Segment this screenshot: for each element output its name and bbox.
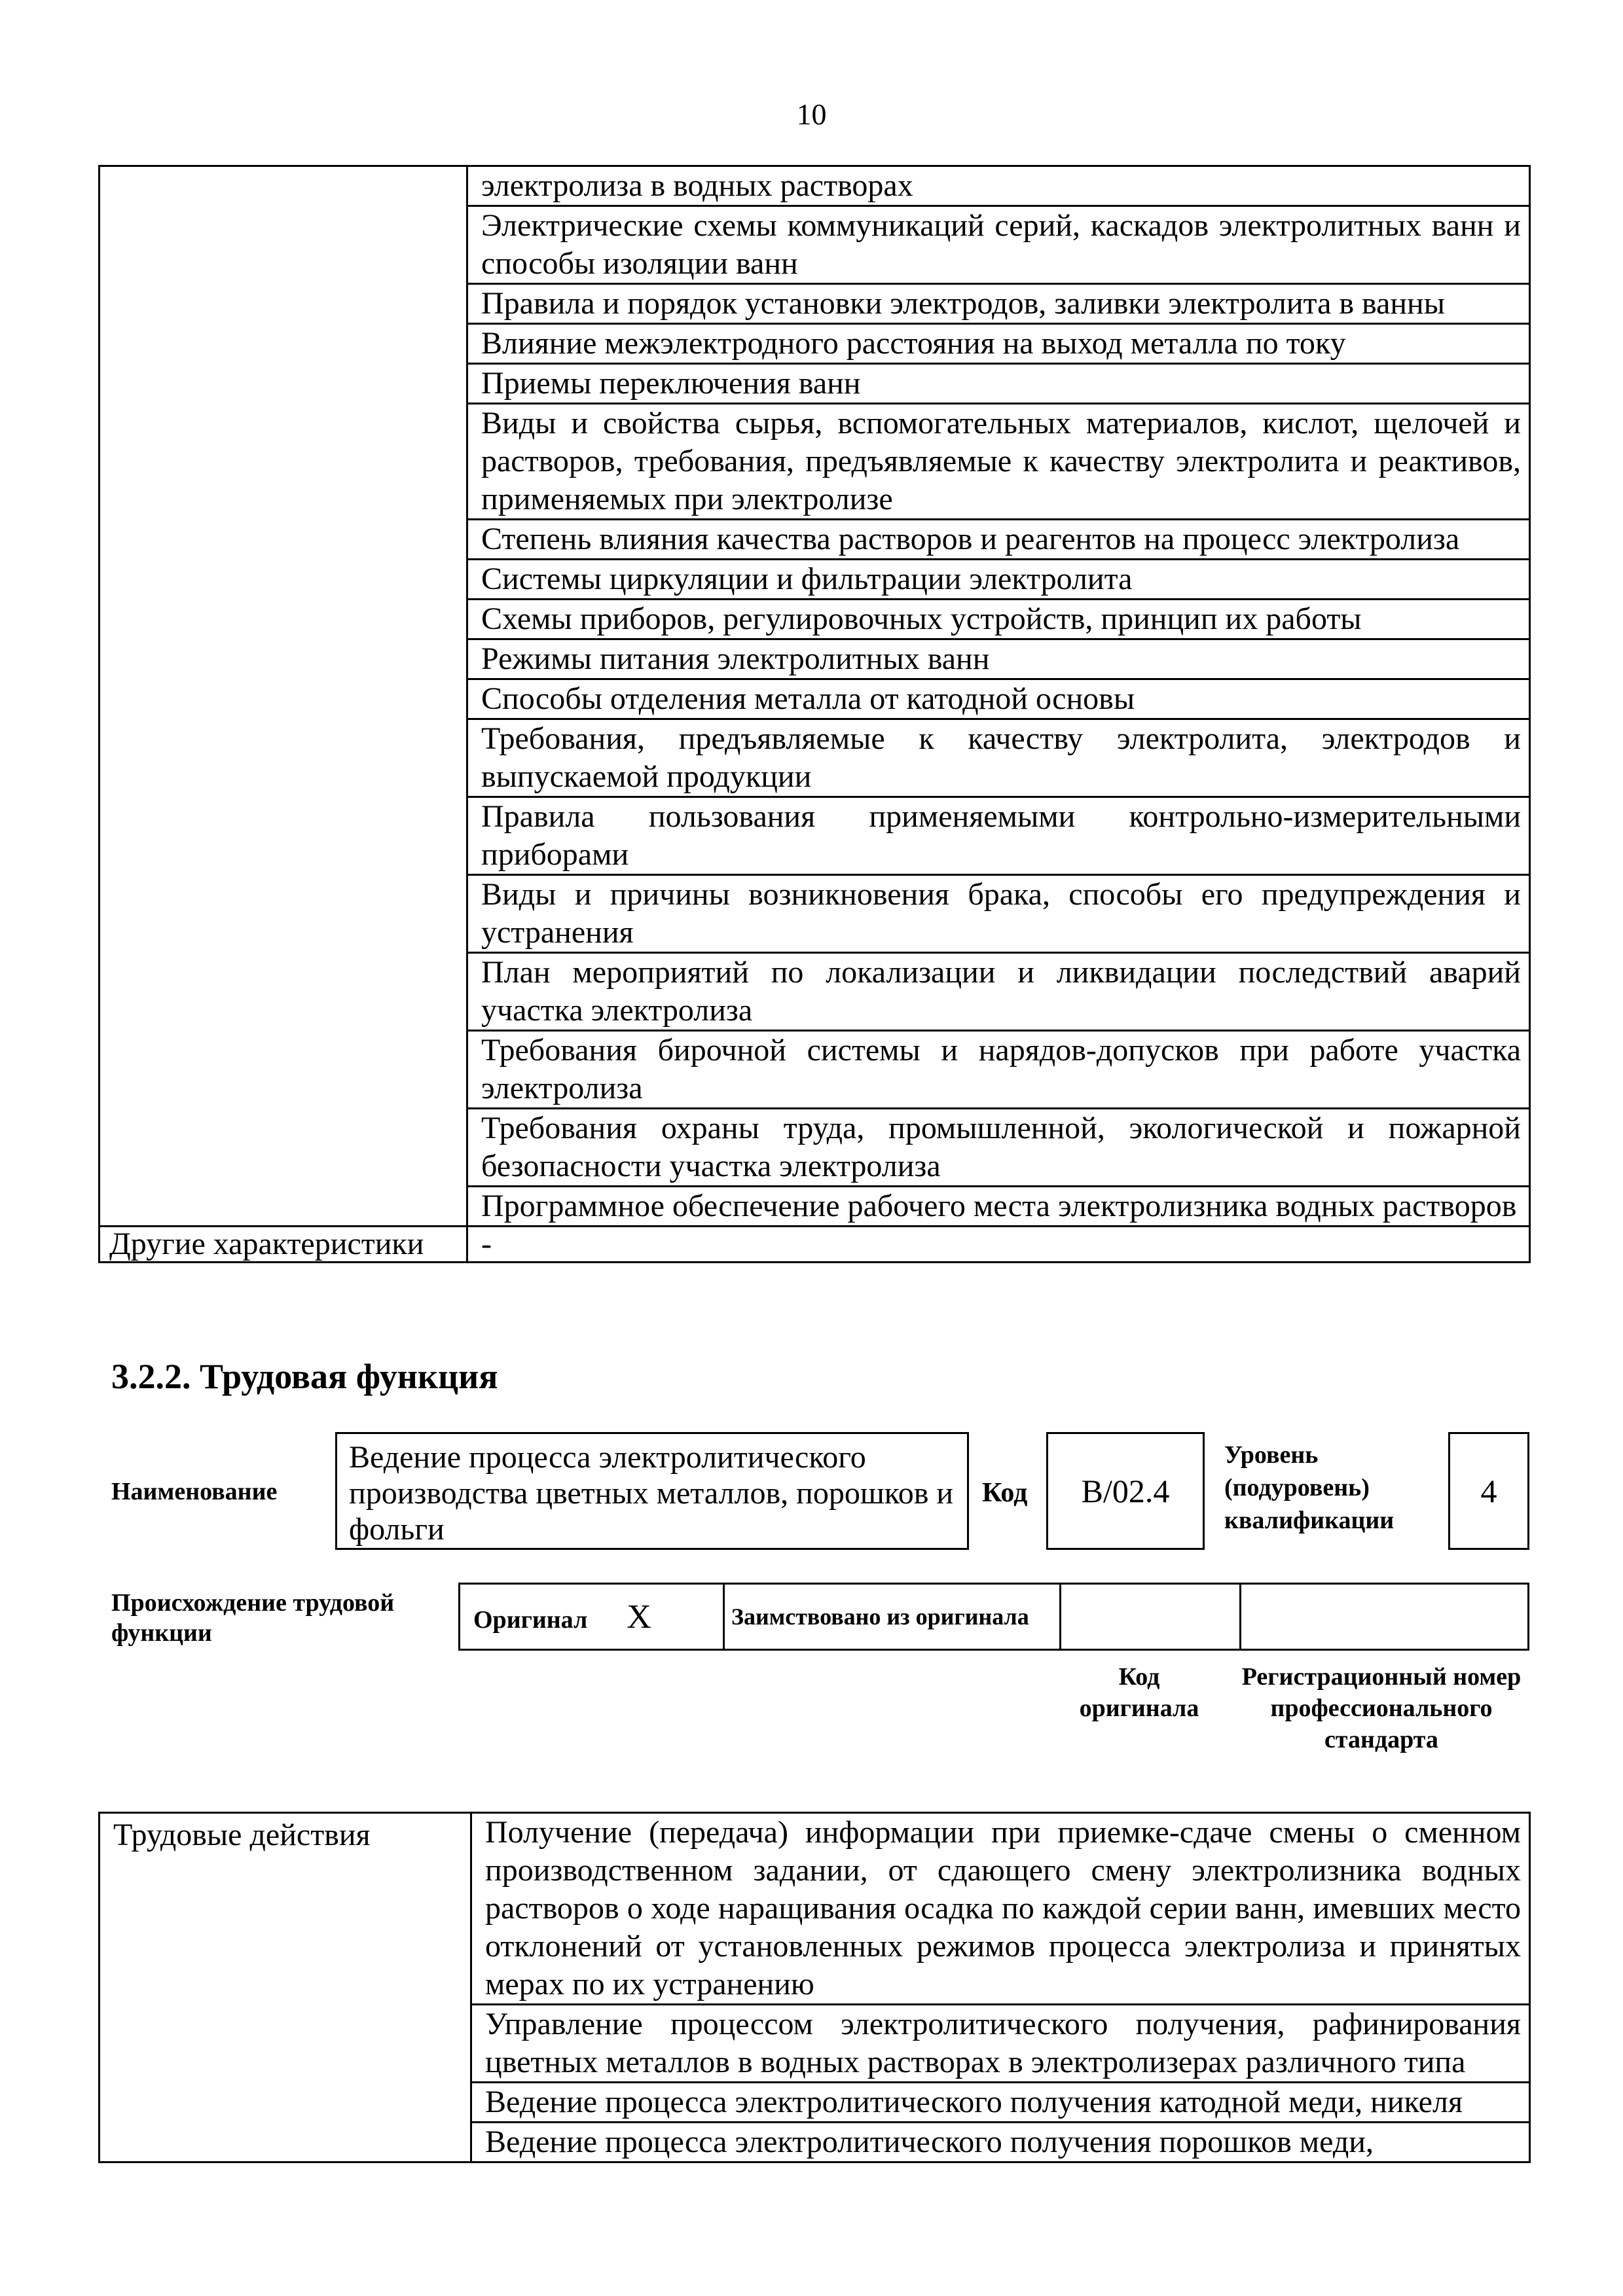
level-label-text: Уровень (подуровень) квалификации <box>1224 1441 1395 1534</box>
action-item: Получение (передача) информации при приемке-сдаче смены о сменном производственном задании, от сдающего смену электролизника водных растворов о ходе наращивания осадка по каждой серии ванн, имевших место отклонений от установленных режимов процесса электролиза и принятых мерах по их устранению <box>471 1813 1530 2005</box>
name-label: Наименование <box>111 1478 278 1505</box>
knowledge-item: Виды и свойства сырья, вспомогательных материалов, кислот, щелочей и растворов, требования, предъявляемые к качеству электролита и реактивов, применяемых при электролизе <box>467 404 1530 520</box>
knowledge-item: электролиза в водных растворах <box>467 166 1530 206</box>
action-item: Ведение процесса электролитического получения катодной меди, никеля <box>471 2083 1530 2123</box>
borrowed-label: Заимствовано из оригинала <box>724 1584 1061 1650</box>
knowledge-item: Требования бирочной системы и нарядов-допусков при работе участка электролиза <box>467 1031 1530 1109</box>
knowledge-label-cell <box>100 166 467 1227</box>
knowledge-item: Степень влияния качества растворов и реагентов на процесс электролиза <box>467 520 1530 560</box>
action-item: Управление процессом электролитического получения, рафинирования цветных металлов в водных растворах в электролизерах различного типа <box>471 2005 1530 2083</box>
knowledge-item: Требования, предъявляемые к качеству электролита, электродов и выпускаемой продукции <box>467 719 1530 797</box>
knowledge-item: Виды и причины возникновения брака, способы его предупреждения и устранения <box>467 875 1530 953</box>
knowledge-item: Требования охраны труда, промышленной, экологической и пожарной безопасности участка электролиза <box>467 1109 1530 1187</box>
action-item: Ведение процесса электролитического получения порошков меди, <box>471 2123 1530 2162</box>
knowledge-item: План мероприятий по локализации и ликвидации последствий аварий участка электролиза <box>467 953 1530 1031</box>
knowledge-item: Влияние межэлектродного расстояния на выход металла по току <box>467 324 1530 364</box>
knowledge-item: Способы отделения металла от катодной основы <box>467 679 1530 719</box>
knowledge-item: Схемы приборов, регулировочных устройств, принцип их работы <box>467 600 1530 639</box>
other-characteristics-value: - <box>467 1227 1530 1263</box>
original-code-cell <box>1061 1584 1241 1650</box>
code-label: Код <box>982 1478 1028 1508</box>
origin-label: Происхождение трудовой функции <box>111 1589 395 1647</box>
level-label <box>1224 1439 1421 1537</box>
level-value-box: 4 <box>1448 1432 1529 1550</box>
reg-number-cell <box>1241 1584 1529 1650</box>
original-cell <box>460 1584 724 1650</box>
code-caption: Код оригинала <box>1079 1663 1199 1722</box>
knowledge-item: Правила пользования применяемыми контрольно-измерительными приборами <box>467 797 1530 875</box>
knowledge-item: Режимы питания электролитных ванн <box>467 639 1530 679</box>
table-row <box>100 1227 1530 1263</box>
original-label: Оригинал <box>473 1605 588 1634</box>
function-name-box: Ведение процесса электролитического производства цветных металлов, порошков и фольги <box>335 1432 969 1550</box>
function-code-box: B/02.4 <box>1046 1432 1205 1550</box>
reg-caption: Регистрационный номер профессионального стандарта <box>1241 1663 1522 1753</box>
table-row <box>100 166 1530 206</box>
knowledge-item: Правила и порядок установки электродов, заливки электролита в ванны <box>467 284 1530 324</box>
original-mark: X <box>627 1598 651 1636</box>
knowledge-table <box>98 165 1531 1263</box>
knowledge-item: Приемы переключения ванн <box>467 364 1530 404</box>
knowledge-item: Электрические схемы коммуникаций серий, каскадов электролитных ванн и способы изоляции ванн <box>467 206 1530 284</box>
actions-label: Трудовые действия <box>100 1813 471 2162</box>
origin-table <box>458 1583 1529 1651</box>
other-characteristics-label: Другие характеристики <box>100 1227 467 1263</box>
section-heading: 3.2.2. Трудовая функция <box>111 1357 498 1396</box>
knowledge-item: Программное обеспечение рабочего места электролизника водных растворов <box>467 1187 1530 1227</box>
actions-table <box>98 1812 1531 2163</box>
knowledge-item: Системы циркуляции и фильтрации электролита <box>467 560 1530 600</box>
page-number: 10 <box>796 98 827 131</box>
table-row <box>100 1813 1530 2005</box>
